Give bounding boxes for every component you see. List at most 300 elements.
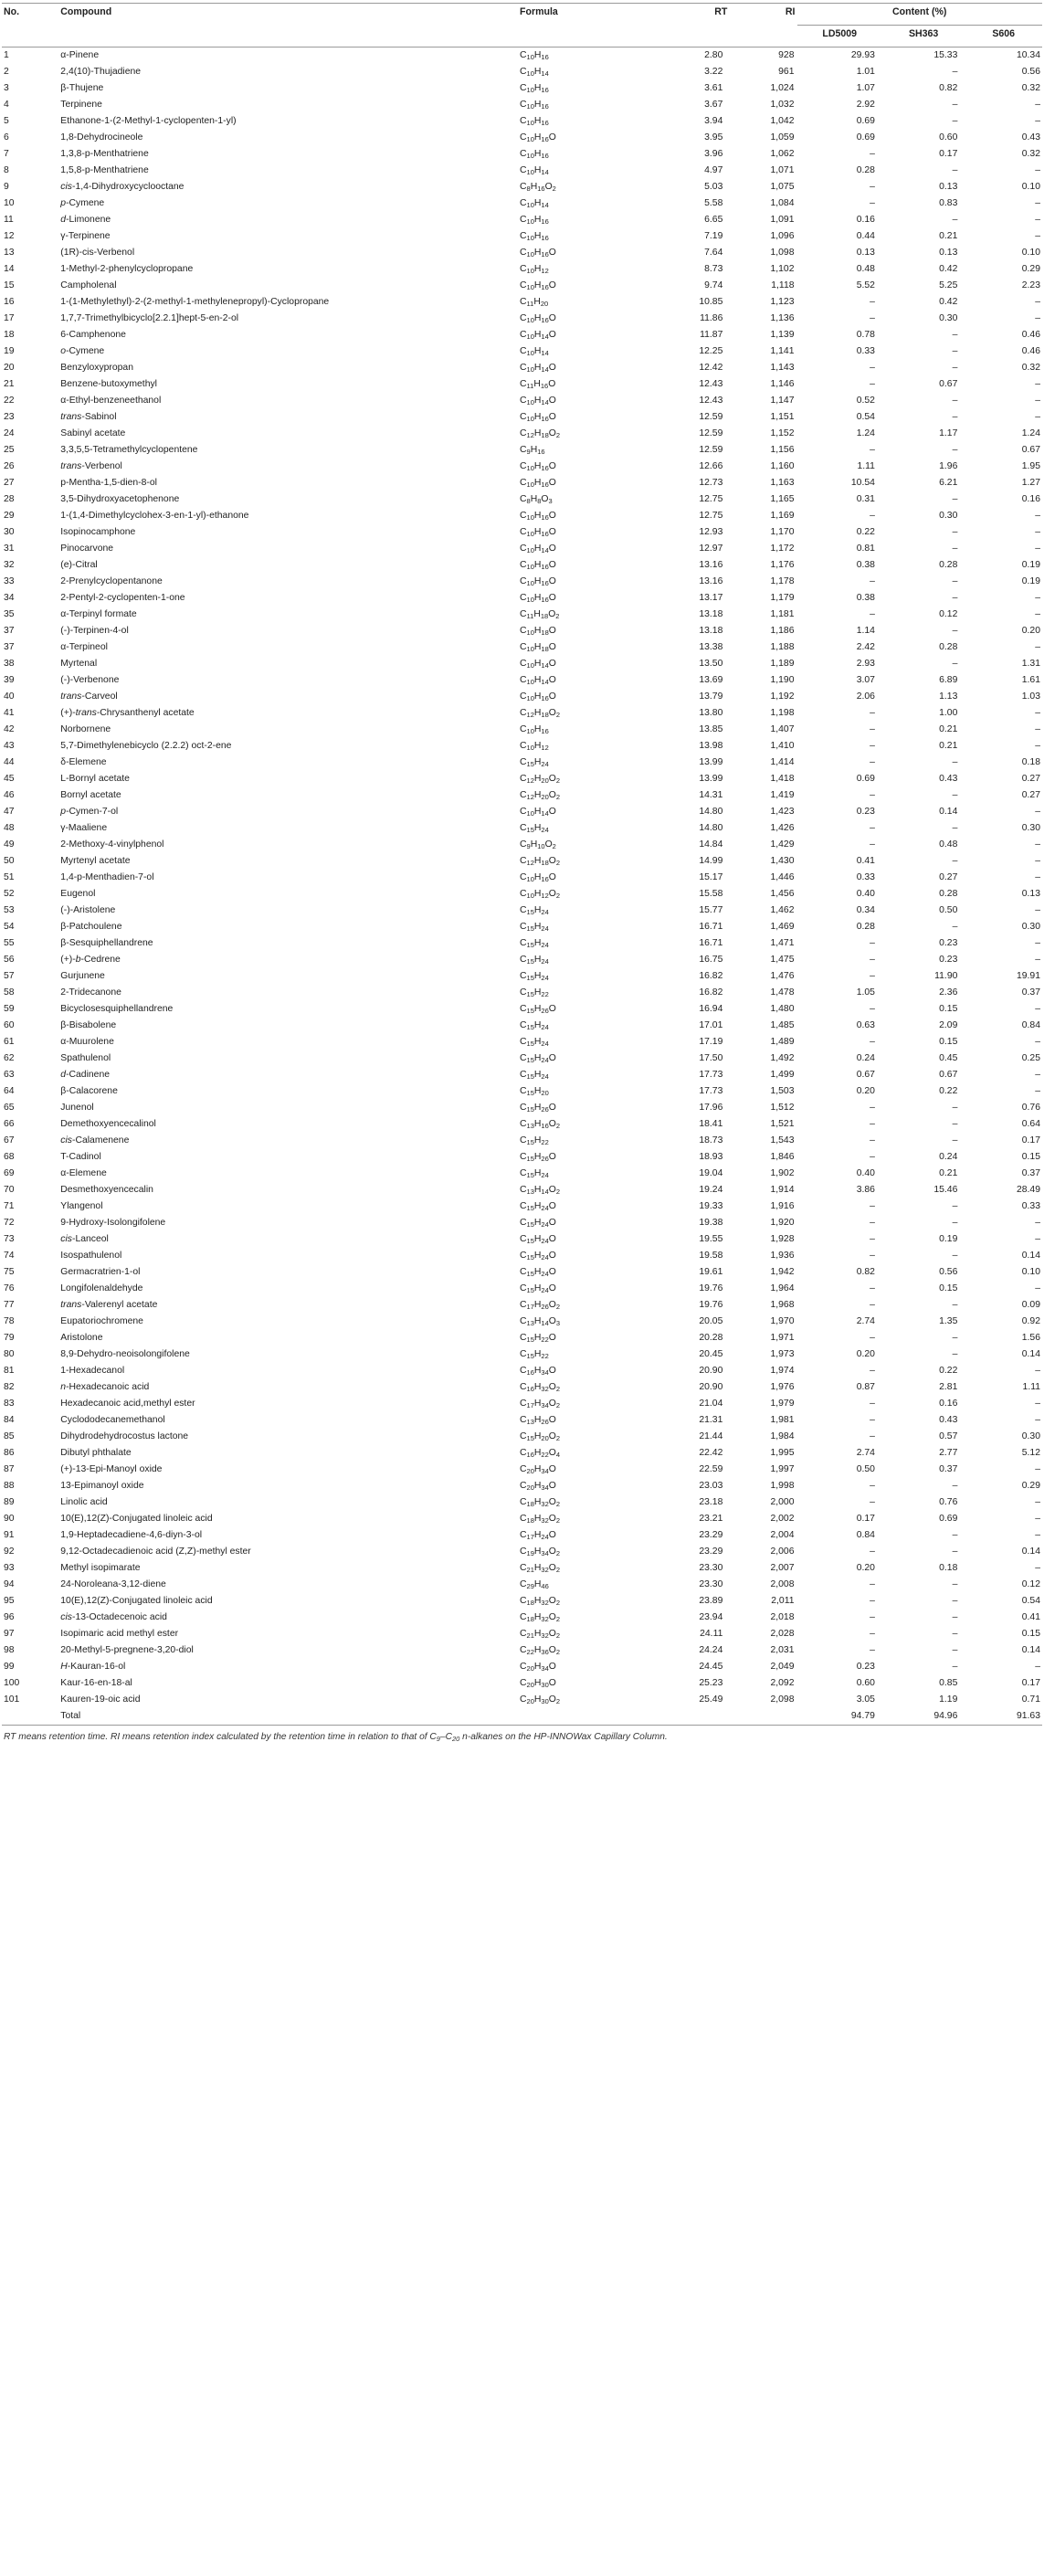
row-number: 22 <box>4 396 15 406</box>
content-value-s606: 0.15 <box>1021 1152 1040 1162</box>
compound-name-text: Longifolenaldehyde <box>60 1283 143 1293</box>
table-row <box>2 409 1042 426</box>
content-value-ld5009: – <box>870 1234 875 1244</box>
retention-index: 1,123 <box>770 297 795 307</box>
row-number: 61 <box>4 1037 15 1047</box>
content-value-sh363: – <box>952 626 958 636</box>
table-row <box>2 886 1042 903</box>
row-number: 54 <box>4 922 15 932</box>
table-row <box>2 1133 1042 1149</box>
content-value-ld5009: 0.81 <box>856 544 875 554</box>
row-number: 34 <box>4 593 15 603</box>
row-number: 75 <box>4 1267 15 1277</box>
content-value-sh363: 0.14 <box>939 807 958 817</box>
content-value-sh363: – <box>952 1333 958 1343</box>
row-number: 3 <box>4 83 9 93</box>
content-value-s606: 0.09 <box>1021 1300 1040 1310</box>
table-row <box>2 1412 1042 1429</box>
row-number: 96 <box>4 1612 15 1622</box>
content-value-sh363: 0.18 <box>939 1563 958 1573</box>
content-value-s606: – <box>1035 297 1040 307</box>
content-value-ld5009: – <box>870 182 875 192</box>
retention-index: 1,426 <box>770 823 795 833</box>
retention-index: 2,000 <box>770 1497 795 1507</box>
compound-name-text: β-Sesquiphellandrene <box>60 938 153 948</box>
retention-index: 1,192 <box>770 692 795 702</box>
row-number: 72 <box>4 1218 15 1228</box>
compound-formula: $C_{10}H_{16}O$ <box>520 280 556 291</box>
table-row <box>2 590 1042 607</box>
total-row-blank <box>2 1708 58 1726</box>
compound-name-text: 9-Hydroxy-Isolongifolene <box>60 1218 166 1228</box>
compound-formula: $C_{10}H_{16}$ <box>520 149 549 160</box>
total-label: Total <box>58 1708 518 1726</box>
retention-time: 13.98 <box>699 741 723 751</box>
content-value-s606: – <box>1035 511 1040 521</box>
compound-formula: $C_{17}H_{26}O_2$ <box>520 1300 561 1311</box>
compound-formula: $C_{10}H_{14}$ <box>520 198 549 209</box>
retention-index: 1,186 <box>770 626 795 636</box>
compound-name-text: Spathulenol <box>60 1053 111 1063</box>
retention-time: 12.59 <box>699 445 723 455</box>
content-value-s606: 0.32 <box>1021 149 1040 159</box>
retention-index: 1,971 <box>770 1333 795 1343</box>
retention-index: 1,178 <box>770 576 795 586</box>
row-number: 82 <box>4 1382 15 1392</box>
compound-formula: $C_{10}H_{16}$ <box>520 724 549 735</box>
retention-index: 928 <box>778 50 795 60</box>
compound-formula: $C_{10}H_{18}O$ <box>520 642 556 653</box>
retention-index: 1,172 <box>770 544 795 554</box>
content-value-ld5009: – <box>870 1283 875 1293</box>
retention-time: 17.96 <box>699 1103 723 1113</box>
content-value-sh363: – <box>952 165 958 175</box>
content-value-ld5009: 2.42 <box>856 642 875 652</box>
content-value-sh363: 0.22 <box>939 1366 958 1376</box>
content-value-sh363: – <box>952 396 958 406</box>
retention-time: 11.87 <box>700 330 723 340</box>
content-value-s606: – <box>1035 872 1040 882</box>
header-content: Content (%) <box>797 4 1043 26</box>
compound-formula: $C_{18}H_{32}O_2$ <box>520 1612 561 1623</box>
retention-index: 1,151 <box>770 412 795 422</box>
retention-index: 1,407 <box>770 724 795 734</box>
compound-italic-prefix: cis <box>60 1135 72 1145</box>
compound-name <box>58 1330 518 1346</box>
compound-formula: $C_{15}H_{24}$ <box>520 955 549 966</box>
compound-formula: $C_{11}H_{20}$ <box>520 297 549 308</box>
row-number: 14 <box>4 264 15 274</box>
retention-time: 13.16 <box>699 560 723 570</box>
compound-name-text: Eugenol <box>60 889 96 899</box>
compound-name-text: 13-Epimanoyl oxide <box>60 1481 144 1491</box>
compound-name-text: Isopinocamphone <box>60 527 136 537</box>
retention-time: 20.90 <box>699 1366 723 1376</box>
compound-name <box>58 1363 518 1379</box>
retention-time: 12.73 <box>699 478 723 488</box>
retention-index: 1,160 <box>770 461 795 471</box>
compound-formula: $C_8H_{16}O_2$ <box>520 182 556 193</box>
table-row <box>2 1248 1042 1264</box>
retention-time: 13.38 <box>699 642 723 652</box>
compound-name <box>58 804 518 820</box>
compound-name <box>58 179 518 195</box>
compound-formula: $C_{10}H_{14}O$ <box>520 363 556 374</box>
table-row <box>2 1527 1042 1544</box>
compound-formula: $C_{29}H_{46}$ <box>520 1579 549 1590</box>
compound-name <box>58 771 518 787</box>
compound-formula: $C_{10}H_{14}$ <box>520 165 549 176</box>
compound-name <box>58 1462 518 1478</box>
content-value-s606: – <box>1035 379 1040 389</box>
total-value-ld5009: 94.79 <box>797 1708 882 1726</box>
content-value-s606: 2.23 <box>1021 280 1040 290</box>
compound-formula: $C_{10}H_{16}$ <box>520 100 549 111</box>
retention-time: 13.18 <box>699 609 723 619</box>
compound-name-text: β-Patchoulene <box>60 922 122 932</box>
compound-name <box>58 1626 518 1642</box>
content-value-s606: – <box>1035 1415 1040 1425</box>
table-row <box>2 1034 1042 1050</box>
table-row <box>2 1083 1042 1100</box>
content-value-s606: 5.12 <box>1021 1448 1040 1458</box>
retention-index: 1,902 <box>770 1168 795 1178</box>
compound-name-text: -Hexadecanoic acid <box>66 1382 150 1392</box>
row-number: 98 <box>4 1645 15 1655</box>
retention-time: 13.18 <box>699 626 723 636</box>
content-value-ld5009: 0.63 <box>856 1020 875 1030</box>
compound-name <box>58 1100 518 1116</box>
compound-name-text: α-Ethyl-benzeneethanol <box>60 396 162 406</box>
content-value-s606: 0.46 <box>1021 346 1040 356</box>
row-number: 9 <box>4 182 9 192</box>
content-value-sh363: 15.33 <box>933 50 958 60</box>
compound-name-text: -Calamenene <box>71 1135 130 1145</box>
retention-index: 1,469 <box>770 922 795 932</box>
table-row <box>2 1692 1042 1708</box>
compound-italic-prefix: p <box>60 198 67 208</box>
compound-name <box>58 491 518 508</box>
content-value-ld5009: 1.07 <box>856 83 875 93</box>
compound-formula: $C_{10}H_{18}O$ <box>520 626 556 637</box>
compound-name-text: 6-Camphenone <box>60 330 126 340</box>
row-number: 87 <box>4 1464 15 1474</box>
compound-name-text: 2-Methoxy-4-vinylphenol <box>60 839 164 850</box>
content-value-s606: – <box>1035 165 1040 175</box>
compound-name <box>58 738 518 755</box>
compound-formula: $C_8H_8O_3$ <box>520 494 553 505</box>
retention-time: 5.58 <box>704 198 723 208</box>
compound-name-text: -Cedrene <box>80 955 121 965</box>
table-row <box>2 1215 1042 1231</box>
retention-time: 3.22 <box>704 67 723 77</box>
table-row <box>2 442 1042 459</box>
content-value-s606: – <box>1035 1399 1040 1409</box>
compound-formula: $C_{10}H_{16}$ <box>520 116 549 127</box>
compound-name <box>58 705 518 722</box>
compound-name-text: Eupatoriochromene <box>60 1316 143 1326</box>
compound-name <box>58 837 518 853</box>
compound-name-text: 1,7,7-Trimethylbicyclo[2.2.1]hept-5-en-2-ol <box>60 313 239 323</box>
retention-index: 1,998 <box>770 1481 795 1491</box>
compound-name-text: α-Terpinyl formate <box>60 609 137 619</box>
retention-time: 23.29 <box>699 1547 723 1557</box>
content-value-sh363: 1.96 <box>939 461 958 471</box>
compound-name-text: Bornyl acetate <box>60 790 121 800</box>
compound-formula: $C_{12}H_{18}O_2$ <box>520 428 561 439</box>
retention-time: 13.17 <box>699 593 723 603</box>
compound-name <box>58 1149 518 1166</box>
table-row <box>2 524 1042 541</box>
retention-time: 13.16 <box>699 576 723 586</box>
content-value-ld5009: 0.52 <box>856 396 875 406</box>
table-row <box>2 574 1042 590</box>
compound-italic-prefix: trans <box>60 412 82 422</box>
content-value-s606: 0.30 <box>1021 1431 1040 1441</box>
retention-index: 2,018 <box>770 1612 795 1622</box>
table-row <box>2 1478 1042 1494</box>
retention-time: 14.31 <box>699 790 723 800</box>
compound-name-text: T-Cadinol <box>60 1152 101 1162</box>
compound-name-text: 2-Tridecanone <box>60 987 121 998</box>
compound-name <box>58 1379 518 1396</box>
row-number: 42 <box>4 724 15 734</box>
compound-formula: $C_{12}H_{18}O_2$ <box>520 856 561 867</box>
retention-index: 1,139 <box>770 330 795 340</box>
table-row <box>2 1231 1042 1248</box>
row-number: 41 <box>4 708 15 718</box>
content-value-ld5009: – <box>870 790 875 800</box>
compound-name-text: -Cymene <box>66 346 105 356</box>
content-value-s606: 28.49 <box>1016 1185 1040 1195</box>
compound-name <box>58 212 518 228</box>
retention-time: 12.66 <box>699 461 723 471</box>
table-row <box>2 130 1042 146</box>
retention-time: 17.50 <box>699 1053 723 1063</box>
row-number: 59 <box>4 1004 15 1014</box>
compound-formula: $C_{20}H_{34}O$ <box>520 1662 556 1673</box>
table-row <box>2 212 1042 228</box>
content-value-ld5009: – <box>870 724 875 734</box>
content-value-sh363: 1.17 <box>939 428 958 438</box>
content-value-s606: 0.29 <box>1021 1481 1040 1491</box>
compound-name-text: Gurjunene <box>60 971 105 981</box>
retention-index: 1,429 <box>770 839 795 850</box>
content-value-ld5009: 3.07 <box>856 675 875 685</box>
compound-name <box>58 1560 518 1577</box>
content-value-ld5009: – <box>870 379 875 389</box>
compound-italic-prefix: cis <box>60 1612 72 1622</box>
compound-formula: $C_{15}H_{24}O$ <box>520 1267 556 1278</box>
retention-index: 1,032 <box>770 100 795 110</box>
content-value-s606: – <box>1035 938 1040 948</box>
content-value-sh363: 0.57 <box>939 1431 958 1441</box>
content-value-ld5009: 0.40 <box>856 889 875 899</box>
retention-index: 1,543 <box>770 1135 795 1145</box>
retention-index: 1,176 <box>770 560 795 570</box>
content-value-ld5009: 29.93 <box>850 50 875 60</box>
content-value-ld5009: 0.17 <box>856 1514 875 1524</box>
retention-time: 12.59 <box>699 412 723 422</box>
compound-name-text: -Valerenyl acetate <box>81 1300 158 1310</box>
retention-index: 1,920 <box>770 1218 795 1228</box>
retention-index: 2,098 <box>770 1694 795 1705</box>
row-number: 83 <box>4 1399 15 1409</box>
compound-name-text: Dihydrodehydrocostus lactone <box>60 1431 189 1441</box>
table-row <box>2 853 1042 870</box>
compound-name-text: -Chrysanthenyl acetate <box>96 708 195 718</box>
content-value-s606: 0.32 <box>1021 363 1040 373</box>
compound-name-text: 1,5,8-p-Menthatriene <box>60 165 149 175</box>
retention-index: 1,147 <box>770 396 795 406</box>
retention-index: 1,071 <box>770 165 795 175</box>
compound-formula: $C_{10}H_{14}$ <box>520 67 549 78</box>
compound-formula: $C_{15}H_{24}$ <box>520 971 549 982</box>
compound-formula: $C_{15}H_{24}O$ <box>520 1053 556 1064</box>
compound-name-text: Isospathulenol <box>60 1251 122 1261</box>
compound-italic-prefix: p <box>60 807 67 817</box>
content-value-sh363: – <box>952 1119 958 1129</box>
compound-name <box>58 48 518 65</box>
content-value-s606: – <box>1035 215 1040 225</box>
content-value-sh363: – <box>952 790 958 800</box>
table-row <box>2 1445 1042 1462</box>
content-value-sh363: – <box>952 363 958 373</box>
row-number: 25 <box>4 445 15 455</box>
compound-name <box>58 1133 518 1149</box>
retention-index: 2,004 <box>770 1530 795 1540</box>
retention-time: 13.50 <box>699 659 723 669</box>
content-value-ld5009: – <box>870 1399 875 1409</box>
compound-name-text: 10(E),12(Z)-Conjugated linoleic acid <box>60 1596 213 1606</box>
content-value-s606: 0.33 <box>1021 1201 1040 1211</box>
compound-name <box>58 787 518 804</box>
content-value-sh363: – <box>952 1596 958 1606</box>
retention-time: 17.73 <box>699 1070 723 1080</box>
content-value-ld5009: 0.20 <box>856 1086 875 1096</box>
retention-index: 1,979 <box>770 1399 795 1409</box>
table-row <box>2 541 1042 557</box>
table-row <box>2 1001 1042 1018</box>
retention-index: 1,198 <box>770 708 795 718</box>
retention-index: 2,002 <box>770 1514 795 1524</box>
content-value-ld5009: – <box>870 1333 875 1343</box>
retention-time: 25.49 <box>699 1694 723 1705</box>
content-value-sh363: 1.00 <box>939 708 958 718</box>
content-value-ld5009: – <box>870 1300 875 1310</box>
retention-index: 1,476 <box>770 971 795 981</box>
compound-name-text: 1,8-Dehydrocineole <box>60 132 143 143</box>
content-value-sh363: 0.21 <box>939 1168 958 1178</box>
retention-index: 1,846 <box>770 1152 795 1162</box>
retention-time: 19.76 <box>699 1300 723 1310</box>
content-value-ld5009: 1.14 <box>856 626 875 636</box>
content-value-ld5009: 0.28 <box>856 922 875 932</box>
compound-name-text: -Limonene <box>66 215 111 225</box>
retention-time: 20.45 <box>699 1349 723 1359</box>
content-value-s606: – <box>1035 609 1040 619</box>
retention-time: 12.93 <box>699 527 723 537</box>
compound-name-text: Ethanone-1-(2-Methyl-1-cyclopenten-1-yl) <box>60 116 237 126</box>
content-value-sh363: – <box>952 100 958 110</box>
table-row <box>2 771 1042 787</box>
content-value-sh363: 0.15 <box>939 1004 958 1014</box>
compound-name-text: γ-Maaliene <box>60 823 108 833</box>
retention-time: 23.30 <box>699 1563 723 1573</box>
row-number: 78 <box>4 1316 15 1326</box>
content-value-s606: – <box>1035 1283 1040 1293</box>
retention-time: 19.55 <box>699 1234 723 1244</box>
row-number: 58 <box>4 987 15 998</box>
content-value-ld5009: – <box>870 1251 875 1261</box>
retention-index: 1,503 <box>770 1086 795 1096</box>
content-value-sh363: 0.48 <box>939 839 958 850</box>
content-value-sh363: 1.13 <box>939 692 958 702</box>
table-row <box>2 1642 1042 1659</box>
row-number: 43 <box>4 741 15 751</box>
content-value-s606: – <box>1035 527 1040 537</box>
compound-formula: $C_{10}H_{16}O$ <box>520 872 556 883</box>
compound-formula: $C_{10}H_{16}$ <box>520 83 549 94</box>
retention-index: 1,478 <box>770 987 795 998</box>
compound-name <box>58 985 518 1001</box>
compound-name <box>58 1675 518 1692</box>
compound-formula: $C_{10}H_{14}O$ <box>520 675 556 686</box>
content-value-s606: – <box>1035 807 1040 817</box>
content-value-s606: 10.34 <box>1016 50 1040 60</box>
compound-name-text: Campholenal <box>60 280 117 290</box>
compound-name-text: Sabinyl acetate <box>60 428 126 438</box>
content-value-sh363: – <box>952 659 958 669</box>
content-value-ld5009: 0.33 <box>856 346 875 356</box>
row-number: 71 <box>4 1201 15 1211</box>
retention-index: 1,169 <box>770 511 795 521</box>
retention-time: 10.85 <box>699 297 723 307</box>
compound-name-text: -Cadinene <box>66 1070 111 1080</box>
content-value-sh363: – <box>952 346 958 356</box>
content-value-sh363: – <box>952 823 958 833</box>
compound-formula: $C_{10}H_{16}O$ <box>520 593 556 604</box>
compound-name <box>58 557 518 574</box>
content-value-sh363: 0.28 <box>939 560 958 570</box>
compound-formula: $C_{15}H_{24}$ <box>520 938 549 949</box>
compound-name-text: 1-(1,4-Dimethylcyclohex-3-en-1-yl)-ethanone <box>60 511 249 521</box>
content-value-s606: – <box>1035 1218 1040 1228</box>
retention-index: 1,981 <box>770 1415 795 1425</box>
content-value-s606: 0.84 <box>1021 1020 1040 1030</box>
table-row <box>2 705 1042 722</box>
row-number: 48 <box>4 823 15 833</box>
compound-name <box>58 1429 518 1445</box>
content-value-s606: 0.27 <box>1021 774 1040 784</box>
compound-name-text: 3,3,5,5-Tetramethylcyclopentene <box>60 445 198 455</box>
compound-name-text: Benzene-butoxymethyl <box>60 379 157 389</box>
retention-time: 14.84 <box>699 839 723 850</box>
retention-index: 1,976 <box>770 1382 795 1392</box>
content-value-sh363: 0.37 <box>939 1464 958 1474</box>
table-row <box>2 64 1042 80</box>
compound-name-text: Methyl isopimarate <box>60 1563 141 1573</box>
content-value-s606: 0.10 <box>1021 182 1040 192</box>
retention-index: 1,059 <box>770 132 795 143</box>
content-value-s606: 0.25 <box>1021 1053 1040 1063</box>
content-value-sh363: 0.30 <box>939 511 958 521</box>
table-row <box>2 820 1042 837</box>
compound-formula: $C_9H_{16}$ <box>520 445 545 456</box>
retention-index: 1,521 <box>770 1119 795 1129</box>
row-number: 20 <box>4 363 15 373</box>
content-value-sh363: – <box>952 527 958 537</box>
